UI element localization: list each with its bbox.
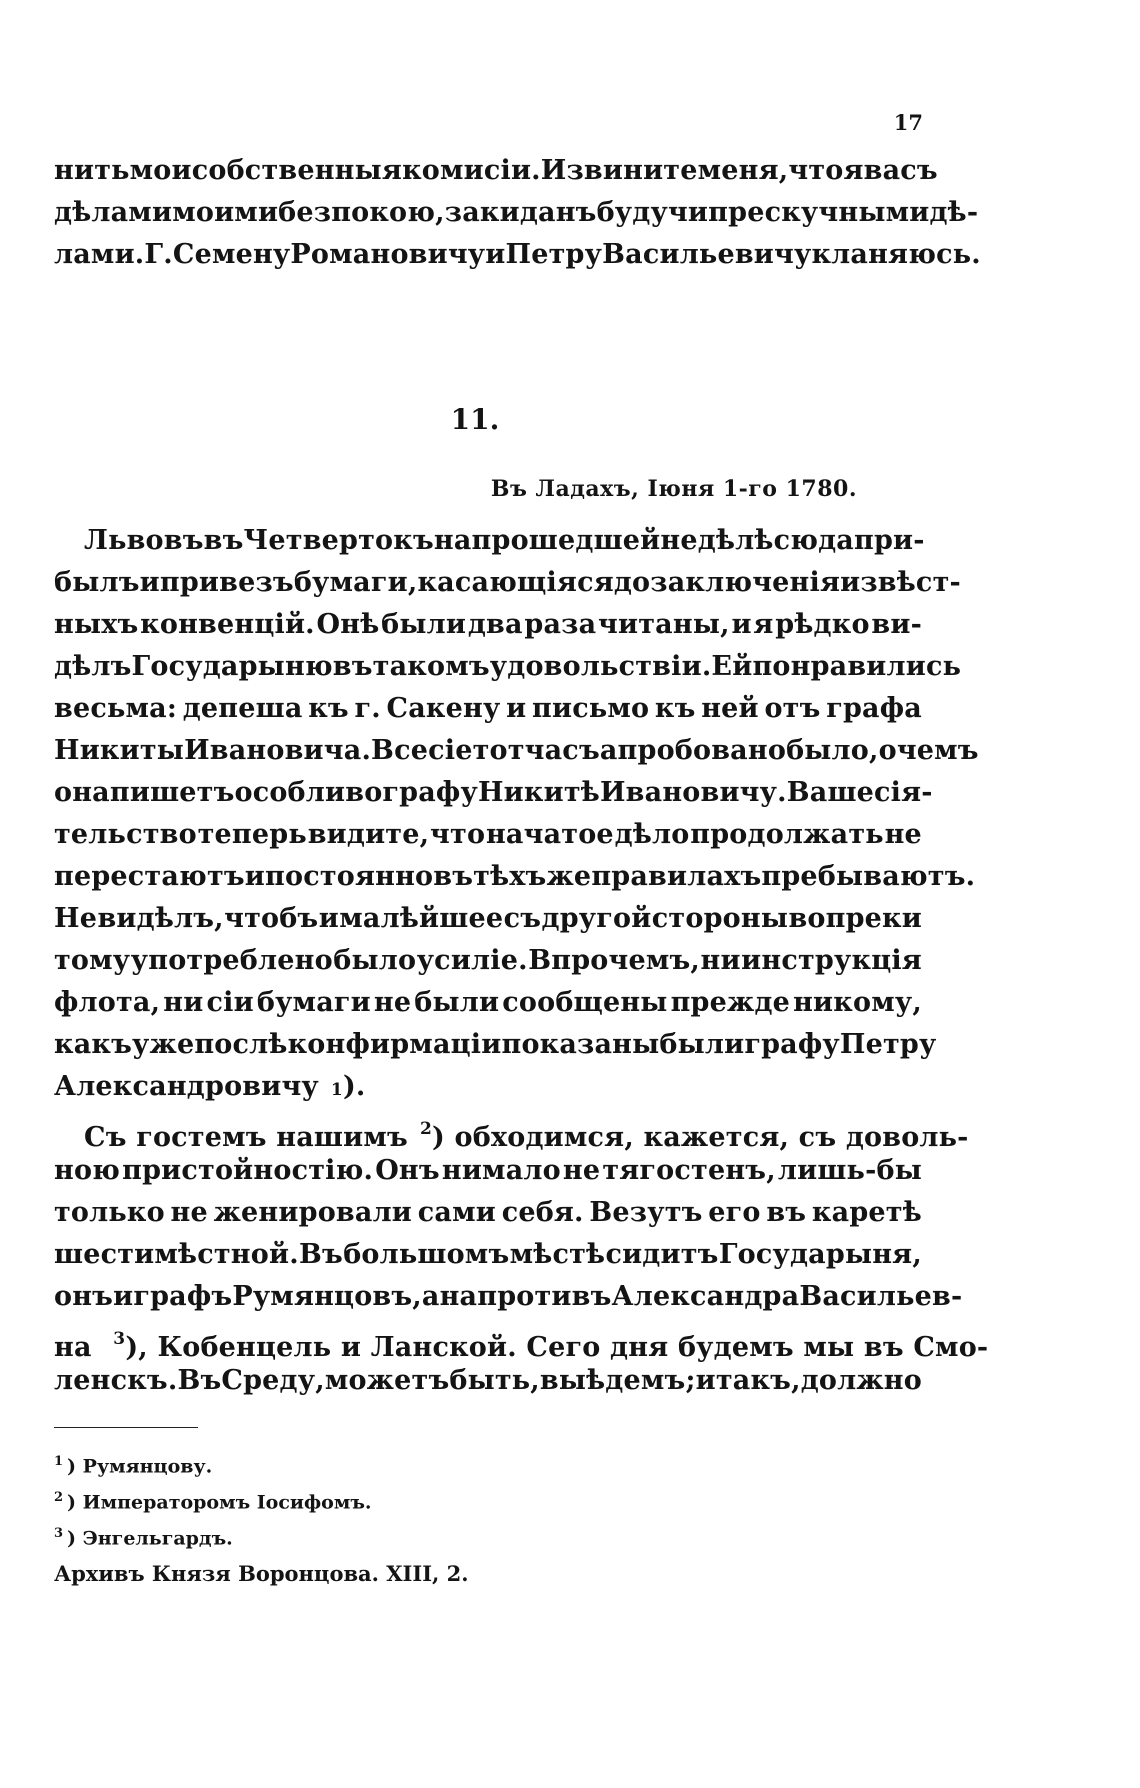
word: дѣлъ	[54, 651, 132, 682]
word: Семену	[172, 239, 291, 270]
text-line	[54, 898, 922, 940]
line-text: на	[54, 1332, 92, 1363]
footnote-ref: 1	[330, 1080, 343, 1100]
text-line	[54, 234, 981, 276]
word: можетъ	[324, 1365, 450, 1396]
text-line	[54, 1024, 937, 1066]
line-text: Александровичу	[54, 1071, 319, 1102]
word: васъ	[863, 155, 938, 186]
footnote-mark: 2	[54, 1490, 64, 1505]
word: какъ	[54, 1029, 133, 1060]
word: прошедшей	[471, 525, 661, 556]
text-line	[54, 856, 976, 898]
word: только	[54, 1197, 165, 1228]
word: Петру	[505, 239, 603, 270]
word: начатое	[485, 819, 614, 850]
word: два	[467, 609, 523, 640]
word: при-	[853, 525, 925, 556]
word: что	[430, 819, 486, 850]
line-text: ), Кобенцель и Ланской. Сего дня будемъ мы въ Смо-	[125, 1332, 989, 1363]
word: видите,	[307, 819, 430, 850]
word: я	[753, 609, 774, 640]
word: усиліе.	[416, 945, 528, 976]
word: не	[884, 819, 922, 850]
word: Въ	[177, 1365, 222, 1396]
footnote-ref: 2	[419, 1119, 432, 1139]
word: Ивановича.	[184, 735, 372, 766]
word: сами	[417, 1197, 496, 1228]
top-text	[54, 150, 981, 276]
text-line	[54, 604, 922, 646]
word: пребываютъ.	[761, 861, 976, 892]
word: дѣлами	[54, 197, 173, 228]
word: депеша	[182, 693, 303, 724]
word: бумаги,	[293, 567, 418, 598]
word: чтобъ	[224, 903, 319, 934]
word: понравились	[752, 651, 962, 682]
word: не	[373, 987, 412, 1018]
word: ною	[54, 1155, 121, 1186]
word: графъ	[133, 1281, 233, 1312]
text-line	[54, 1318, 989, 1363]
word: въ	[332, 651, 373, 682]
word: дѣ-	[929, 197, 979, 228]
word: шестимѣстной.	[54, 1239, 299, 1270]
word: же	[546, 861, 592, 892]
word: къ	[308, 693, 349, 724]
word: Никитѣ	[477, 777, 600, 808]
text-line	[54, 192, 979, 234]
word: и	[318, 903, 339, 934]
word: Львовъ	[84, 525, 204, 556]
word: большомъ	[343, 1239, 510, 1270]
word: заключенія	[650, 567, 841, 598]
footnote-text: ) Императоромъ Іосифомъ.	[67, 1491, 372, 1514]
text-line	[54, 1234, 922, 1276]
text-line	[54, 1108, 969, 1153]
word: показаны	[501, 1029, 660, 1060]
word: флота,	[54, 987, 161, 1018]
word: ни	[163, 987, 204, 1018]
word: прежде	[670, 987, 791, 1018]
footnote-divider	[54, 1427, 198, 1428]
word: Сакену	[386, 693, 501, 724]
word: женировали	[213, 1197, 413, 1228]
word: инструкція	[741, 945, 922, 976]
word: что	[788, 155, 844, 186]
word: Никиты	[54, 735, 185, 766]
word: недѣлѣ	[660, 525, 774, 556]
text-line	[54, 814, 922, 856]
word: тому	[54, 945, 131, 976]
word: и	[506, 693, 527, 724]
page-number: 17	[893, 110, 923, 135]
word: должно	[800, 1365, 922, 1396]
word: бумаги	[256, 987, 371, 1018]
word: читаны,	[598, 609, 730, 640]
word: видѣлъ,	[97, 903, 224, 934]
word: сообщены	[502, 987, 668, 1018]
word: Г.	[144, 239, 173, 270]
word: сидитъ	[605, 1239, 719, 1270]
word: было	[333, 945, 417, 976]
line-tail: ).	[342, 1071, 366, 1102]
word: правилахъ	[591, 861, 762, 892]
footnote-mark: 1	[54, 1454, 64, 1469]
word: такъ,	[715, 1365, 801, 1396]
word: нить	[54, 155, 130, 186]
text-line	[54, 646, 962, 688]
word: привезъ	[159, 567, 294, 598]
word: Румянцовъ,	[232, 1281, 422, 1312]
word: моими	[172, 197, 279, 228]
word: Ей	[711, 651, 753, 682]
word: Извините	[540, 155, 698, 186]
word: Въ	[299, 1239, 343, 1270]
word: извѣст-	[840, 567, 961, 598]
text-line	[54, 982, 922, 1024]
word: графу	[382, 777, 478, 808]
word: и	[113, 1281, 134, 1312]
word: къ	[654, 693, 696, 724]
word: Четвертокъ	[243, 525, 434, 556]
word: ви-	[871, 609, 922, 640]
word: касающіяся	[417, 567, 614, 598]
word: сія-	[874, 777, 933, 808]
word: комисіи.	[402, 155, 541, 186]
word: графу	[744, 1029, 840, 1060]
word: конфирмаціи	[287, 1029, 502, 1060]
word: собственныя	[191, 155, 403, 186]
word: употреблено	[130, 945, 333, 976]
word: тельство	[54, 819, 197, 850]
word: о	[878, 735, 897, 766]
word: другой	[541, 903, 652, 934]
word: стороны	[651, 903, 789, 934]
word: лишь-бы	[777, 1155, 922, 1186]
word: Впрочемъ,	[528, 945, 700, 976]
text-line	[54, 730, 979, 772]
word: были	[381, 609, 467, 640]
text-line	[54, 562, 961, 604]
word: рѣдко	[775, 609, 870, 640]
word: въ	[203, 525, 244, 556]
text-line	[54, 150, 938, 192]
word: быть,	[449, 1365, 540, 1396]
word: нимало	[441, 1155, 561, 1186]
word: сіе	[428, 735, 473, 766]
word: такомъ	[372, 651, 490, 682]
word: до	[613, 567, 651, 598]
word: Государыню	[131, 651, 333, 682]
text-line	[54, 1360, 922, 1402]
word: Не	[54, 903, 98, 934]
word: лами.	[54, 239, 145, 270]
word: тягостенъ,	[602, 1155, 776, 1186]
word: г.	[354, 693, 381, 724]
text-line	[54, 1150, 922, 1192]
word: напротивъ	[439, 1281, 612, 1312]
word: уже	[132, 1029, 195, 1060]
word: не	[170, 1197, 208, 1228]
word: отъ	[764, 693, 821, 724]
word: прескучными	[708, 197, 930, 228]
word: Онъ	[375, 1155, 440, 1186]
word: Ваше	[786, 777, 875, 808]
footnote	[54, 1444, 469, 1480]
footnote	[54, 1516, 469, 1552]
text-line	[54, 940, 922, 982]
word: закиданъ	[444, 197, 597, 228]
word: продолжать	[690, 819, 884, 850]
word: мои	[129, 155, 192, 186]
word: каретѣ	[811, 1197, 922, 1228]
text-line	[54, 772, 933, 814]
word: Петру	[839, 1029, 937, 1060]
word: ныхъ	[54, 609, 139, 640]
word: чемъ	[896, 735, 979, 766]
word: и	[244, 861, 266, 892]
word: никому,	[793, 987, 922, 1018]
word: ни	[700, 945, 741, 976]
word: пишетъ	[109, 777, 235, 808]
word: Васильевичу	[602, 239, 812, 270]
text-line	[54, 520, 925, 562]
word: малѣйшее	[339, 903, 504, 934]
text-line	[54, 1276, 963, 1318]
word: ленскъ.	[54, 1365, 178, 1396]
archive-reference: Архивъ Князя Воронцова. XIII, 2.	[54, 1561, 469, 1586]
word: и	[731, 609, 752, 640]
word: удовольствіи.	[489, 651, 712, 682]
footnote-text: ) Румянцову.	[67, 1455, 213, 1478]
word: пристойностію.	[122, 1155, 374, 1186]
word: раза	[524, 609, 597, 640]
word: Среду,	[221, 1365, 325, 1396]
word: было,	[786, 735, 879, 766]
word: Все	[371, 735, 429, 766]
text-line	[54, 688, 922, 730]
word: мѣстѣ	[509, 1239, 606, 1270]
word: кланяюсь.	[811, 239, 981, 270]
word: себя.	[501, 1197, 584, 1228]
word: дѣло	[614, 819, 690, 850]
word: Государыня,	[718, 1239, 922, 1270]
word: теперь	[197, 819, 307, 850]
word: послѣ	[194, 1029, 288, 1060]
word: тѣхъ	[473, 861, 547, 892]
word: Везутъ	[589, 1197, 703, 1228]
word: Васильев-	[799, 1281, 963, 1312]
footnote-ref: 3	[113, 1329, 126, 1349]
footnote-mark: 3	[54, 1526, 64, 1541]
paragraph-1	[54, 520, 979, 1108]
word: не	[562, 1155, 601, 1186]
word: сіи	[206, 987, 254, 1018]
word: Романовичу	[290, 239, 486, 270]
word: его	[708, 1197, 761, 1228]
letter-number: 11.	[450, 403, 500, 436]
paragraph-2	[54, 1108, 989, 1402]
word: сюда	[773, 525, 854, 556]
word: она	[54, 777, 110, 808]
word: былъ	[54, 567, 140, 598]
word: конвенцій.	[140, 609, 315, 640]
word: Ивановичу.	[599, 777, 787, 808]
word: и	[695, 1365, 716, 1396]
word: были	[659, 1029, 745, 1060]
word: особливо	[234, 777, 383, 808]
word: въ	[433, 861, 474, 892]
word: письмо	[532, 693, 650, 724]
footnote-text: ) Энгельгардъ.	[67, 1527, 233, 1550]
word: перестаютъ	[54, 861, 245, 892]
word: безпокою,	[278, 197, 445, 228]
word: графа	[826, 693, 922, 724]
word: Онѣ	[316, 609, 380, 640]
footnotes	[54, 1444, 469, 1592]
word: меня,	[697, 155, 789, 186]
word: въ	[766, 1197, 807, 1228]
dateline: Въ Ладахъ, Іюня 1-го 1780.	[490, 476, 857, 502]
text-line-last	[54, 1066, 922, 1108]
word: апробовано	[599, 735, 787, 766]
text-line	[54, 1192, 922, 1234]
word: выѣдемъ;	[539, 1365, 696, 1396]
line-text: ) обходимся, кажется, съ доволь-	[431, 1122, 969, 1153]
word: тотчасъ	[472, 735, 600, 766]
word: на	[433, 525, 472, 556]
word: весьма:	[54, 693, 178, 724]
word: ней	[701, 693, 759, 724]
word: онъ	[54, 1281, 114, 1312]
word: будучи	[596, 197, 709, 228]
word: и	[485, 239, 506, 270]
word: съ	[503, 903, 542, 934]
footnote	[54, 1480, 469, 1516]
word: и	[139, 567, 160, 598]
word: я	[843, 155, 864, 186]
word: постоянно	[265, 861, 434, 892]
word: Александра	[611, 1281, 800, 1312]
word: вопреки	[788, 903, 922, 934]
word: были	[414, 987, 500, 1018]
word: а	[421, 1281, 440, 1312]
line-text: Съ гостемъ нашимъ	[84, 1122, 408, 1153]
